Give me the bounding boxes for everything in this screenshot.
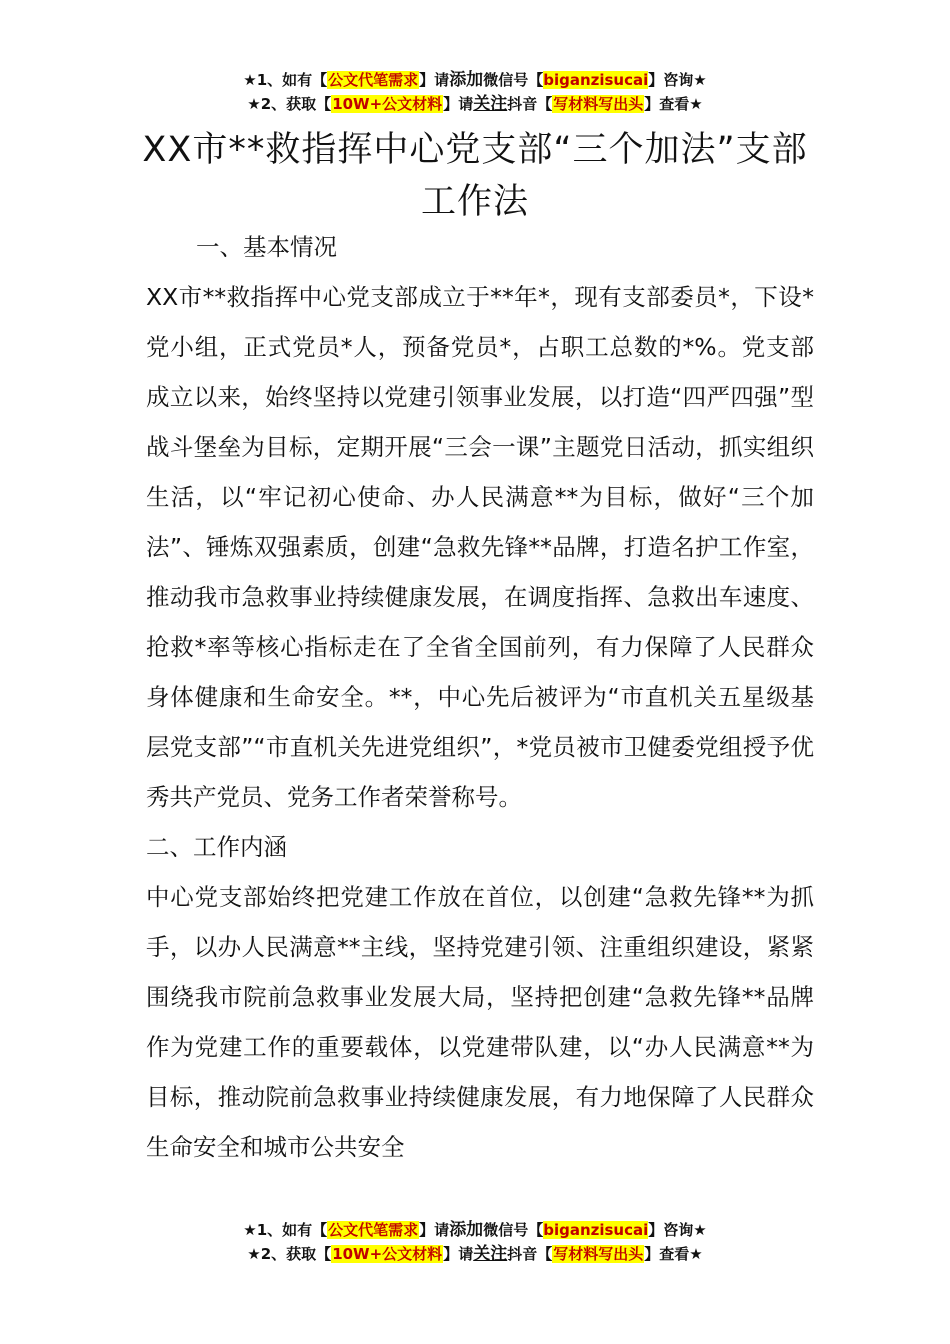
banner-text: ★2、获取【 xyxy=(247,95,332,113)
banner-highlight: 10W+公文材料 xyxy=(332,95,443,113)
banner-highlight: 10W+公文材料 xyxy=(332,1245,443,1263)
banner-wechat-id: biganzisucai xyxy=(543,1221,649,1239)
banner-line-2 xyxy=(0,92,950,116)
banner-text: ★1、如有【 xyxy=(243,1221,328,1239)
banner-text: 】请 xyxy=(419,71,450,89)
bottom-banner xyxy=(0,1218,950,1266)
banner-line-1 xyxy=(0,68,950,92)
banner-line-1 xyxy=(0,1218,950,1242)
banner-text: 抖音【 xyxy=(507,1245,553,1263)
banner-text: 】咨询★ xyxy=(648,1221,707,1239)
paragraph-2: 中心党支部始终把党建工作放在首位，以创建“急救先锋**为抓手，以办人民满意**主线，坚持党建引领、注重组织建设，紧紧围绕我市院前急救事业发展大局，坚持把创建“急救先锋**品牌作为党建工作的重要载体，以党建带队建，以“办人民满意**为目标，推动院前急救事业持续健康发展，有力地保障了人民群众生命安全和城市公共安全 xyxy=(146,883,814,1161)
banner-text: 】请 xyxy=(443,95,474,113)
banner-line-2 xyxy=(0,1242,950,1266)
banner-text: ★2、获取【 xyxy=(247,1245,332,1263)
banner-emphasis: 关注 xyxy=(473,94,508,114)
banner-text: 抖音【 xyxy=(507,95,553,113)
banner-highlight: 写材料写出头 xyxy=(553,1245,644,1263)
banner-text: 】请 xyxy=(443,1245,474,1263)
banner-highlight: 写材料写出头 xyxy=(553,95,644,113)
banner-wechat-id: biganzisucai xyxy=(543,71,649,89)
banner-emphasis: 关注 xyxy=(473,1244,508,1264)
section-heading-2: 二、工作内涵 xyxy=(146,833,287,861)
banner-text: 】查看★ xyxy=(644,1245,703,1263)
document-body xyxy=(146,222,814,1172)
banner-text: 】请 xyxy=(419,1221,450,1239)
banner-text: 】咨询★ xyxy=(648,71,707,89)
banner-highlight: 公文代笔需求 xyxy=(328,71,419,89)
banner-emphasis: 添加 xyxy=(449,70,484,90)
top-banner xyxy=(0,68,950,116)
banner-emphasis: 添加 xyxy=(449,1220,484,1240)
section-heading-1: 一、基本情况 xyxy=(196,233,337,261)
banner-text: 】查看★ xyxy=(644,95,703,113)
banner-text: 微信号【 xyxy=(483,71,544,89)
banner-text: ★1、如有【 xyxy=(243,71,328,89)
document-title: XX市**救指挥中心党支部“三个加法”支部工作法 xyxy=(142,130,808,222)
banner-highlight: 公文代笔需求 xyxy=(328,1221,419,1239)
paragraph-1: XX市**救指挥中心党支部成立于**年*，现有支部委员*，下设*党小组，正式党员*人，预备党员*，占职工总数的*%。党支部成立以来，始终坚持以党建引领事业发展，以打造“四严四强”型战斗堡垒为目标，定期开展“三会一课”主题党日活动，抓实组织生活，以“牢记初心使命、办人民满意**为目标，做好“三个加法”、锤炼双强素质，创建“急救先锋**品牌，打造名护工作室，推动我市急救事业持续健康发展，在调度指挥、急救出车速度、抢救*率等核心指标走在了全省全国前列，有力保障了人民群众身体健康和生命安全。**，中心先后被评为“市直机关五星级基层党支部”“市直机关先进党组织”，*党员被市卫健委党组授予优秀共产党员、党务工作者荣誉称号。 xyxy=(146,283,814,811)
banner-text: 微信号【 xyxy=(483,1221,544,1239)
